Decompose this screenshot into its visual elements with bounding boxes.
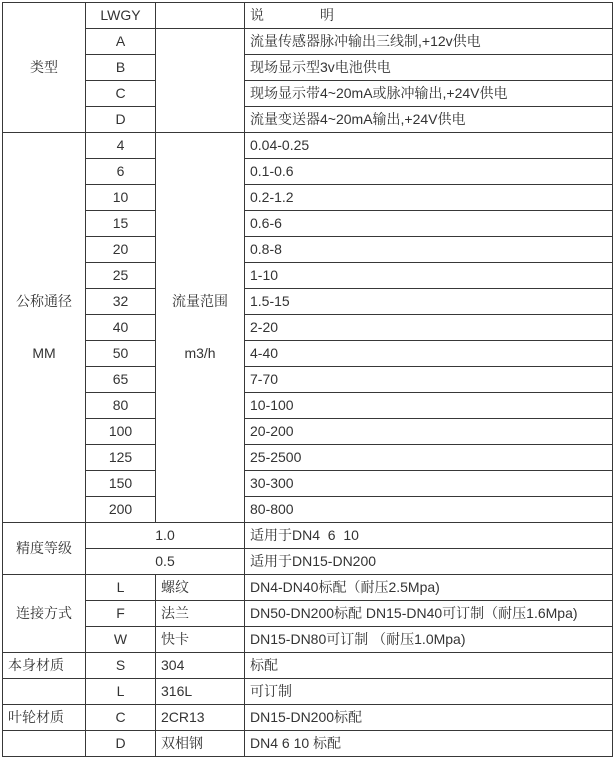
connection-desc-cell: DN4-DN40标配（耐压2.5Mpa): [245, 575, 613, 601]
description-header-cell: 说 明: [245, 3, 613, 29]
header-row: [3, 3, 613, 29]
dn-cell: 20: [86, 237, 156, 263]
range-cell: 1-10: [245, 263, 613, 289]
connection-code-cell: L: [86, 575, 156, 601]
material-desc-cell: DN15-DN200标配: [245, 705, 613, 731]
dn-cell: 200: [86, 497, 156, 523]
range-cell: 7-70: [245, 367, 613, 393]
dn-cell: 25: [86, 263, 156, 289]
range-cell: 0.1-0.6: [245, 159, 613, 185]
type-desc-cell: 流量传感器脉冲输出三线制,+12v供电: [245, 29, 613, 55]
empty-cell: [156, 29, 245, 133]
material-code-cell: L: [86, 679, 156, 705]
material-code-cell: C: [86, 705, 156, 731]
dn-cell: 40: [86, 315, 156, 341]
type-code-cell: D: [86, 107, 156, 133]
body-material-label: 本身材质: [3, 653, 86, 679]
impeller-material-label: 叶轮材质: [3, 705, 86, 731]
material-desc-cell: 标配: [245, 653, 613, 679]
diameter-row: [3, 185, 613, 211]
material-name-cell: 316L: [156, 679, 245, 705]
range-cell: 4-40: [245, 341, 613, 367]
connection-code-cell: F: [86, 601, 156, 627]
type-code-cell: C: [86, 81, 156, 107]
diameter-row: [3, 419, 613, 445]
material-name-cell: 双相钢: [156, 731, 245, 757]
connection-code-cell: W: [86, 627, 156, 653]
impeller-material-row: [3, 731, 613, 757]
connection-name-cell: 法兰: [156, 601, 245, 627]
type-code-cell: A: [86, 29, 156, 55]
empty-cell: [156, 3, 245, 29]
diameter-row: [3, 159, 613, 185]
diameter-row: [3, 393, 613, 419]
connection-name-cell: 螺纹: [156, 575, 245, 601]
dn-cell: 4: [86, 133, 156, 159]
accuracy-row: [3, 523, 613, 549]
nominal-diameter-label-line1: 公称通径: [16, 292, 72, 309]
material-code-cell: D: [86, 731, 156, 757]
body-material-row: [3, 679, 613, 705]
range-cell: 10-100: [245, 393, 613, 419]
dn-cell: 80: [86, 393, 156, 419]
range-cell: 0.6-6: [245, 211, 613, 237]
diameter-row: [3, 445, 613, 471]
dn-cell: 50: [86, 341, 156, 367]
empty-cell: [3, 731, 86, 757]
accuracy-desc-cell: 适用于DN4 6 10: [245, 523, 613, 549]
accuracy-value-cell: 0.5: [86, 549, 245, 575]
diameter-row: [3, 211, 613, 237]
type-section-label: 类型: [3, 3, 86, 133]
dn-cell: 100: [86, 419, 156, 445]
connection-row: [3, 601, 613, 627]
diameter-row: [3, 367, 613, 393]
connection-row: [3, 627, 613, 653]
diameter-row: [3, 497, 613, 523]
type-row: [3, 55, 613, 81]
connection-section-label: 连接方式: [3, 575, 86, 653]
dn-cell: 125: [86, 445, 156, 471]
material-name-cell: 2CR13: [156, 705, 245, 731]
range-cell: 0.04-0.25: [245, 133, 613, 159]
material-desc-cell: DN4 6 10 标配: [245, 731, 613, 757]
nominal-diameter-label: [3, 133, 86, 523]
dn-cell: 6: [86, 159, 156, 185]
connection-desc-cell: DN50-DN200标配 DN15-DN40可订制（耐压1.6Mpa): [245, 601, 613, 627]
body-material-row: [3, 653, 613, 679]
range-cell: 25-2500: [245, 445, 613, 471]
range-cell: 0.2-1.2: [245, 185, 613, 211]
flow-range-label: [156, 133, 245, 523]
type-desc-cell: 现场显示带4~20mA或脉冲输出,+24V供电: [245, 81, 613, 107]
model-header-cell: LWGY: [86, 3, 156, 29]
type-row: [3, 29, 613, 55]
type-desc-cell: 现场显示型3v电池供电: [245, 55, 613, 81]
spec-table: [2, 2, 613, 757]
diameter-row: [3, 263, 613, 289]
material-name-cell: 304: [156, 653, 245, 679]
dn-cell: 32: [86, 289, 156, 315]
accuracy-desc-cell: 适用于DN15-DN200: [245, 549, 613, 575]
accuracy-row: [3, 549, 613, 575]
type-desc-cell: 流量变送器4~20mA输出,+24V供电: [245, 107, 613, 133]
flow-range-label-line2: m3/h: [184, 345, 216, 361]
range-cell: 0.8-8: [245, 237, 613, 263]
diameter-row: [3, 315, 613, 341]
range-cell: 20-200: [245, 419, 613, 445]
connection-name-cell: 快卡: [156, 627, 245, 653]
range-cell: 30-300: [245, 471, 613, 497]
diameter-row: [3, 133, 613, 159]
flow-range-label-line1: 流量范围: [172, 292, 228, 309]
diameter-row: [3, 471, 613, 497]
range-cell: 1.5-15: [245, 289, 613, 315]
nominal-diameter-label-line2: MM: [32, 345, 56, 361]
accuracy-section-label: 精度等级: [3, 523, 86, 575]
diameter-row: [3, 341, 613, 367]
diameter-row: [3, 237, 613, 263]
type-row: [3, 81, 613, 107]
material-desc-cell: 可订制: [245, 679, 613, 705]
dn-cell: 65: [86, 367, 156, 393]
dn-cell: 10: [86, 185, 156, 211]
impeller-material-row: [3, 705, 613, 731]
diameter-row: [3, 289, 613, 315]
connection-row: [3, 575, 613, 601]
material-code-cell: S: [86, 653, 156, 679]
connection-desc-cell: DN15-DN80可订制 （耐压1.0Mpa): [245, 627, 613, 653]
type-code-cell: B: [86, 55, 156, 81]
range-cell: 80-800: [245, 497, 613, 523]
type-row: [3, 107, 613, 133]
range-cell: 2-20: [245, 315, 613, 341]
dn-cell: 15: [86, 211, 156, 237]
accuracy-value-cell: 1.0: [86, 523, 245, 549]
dn-cell: 150: [86, 471, 156, 497]
empty-cell: [3, 679, 86, 705]
